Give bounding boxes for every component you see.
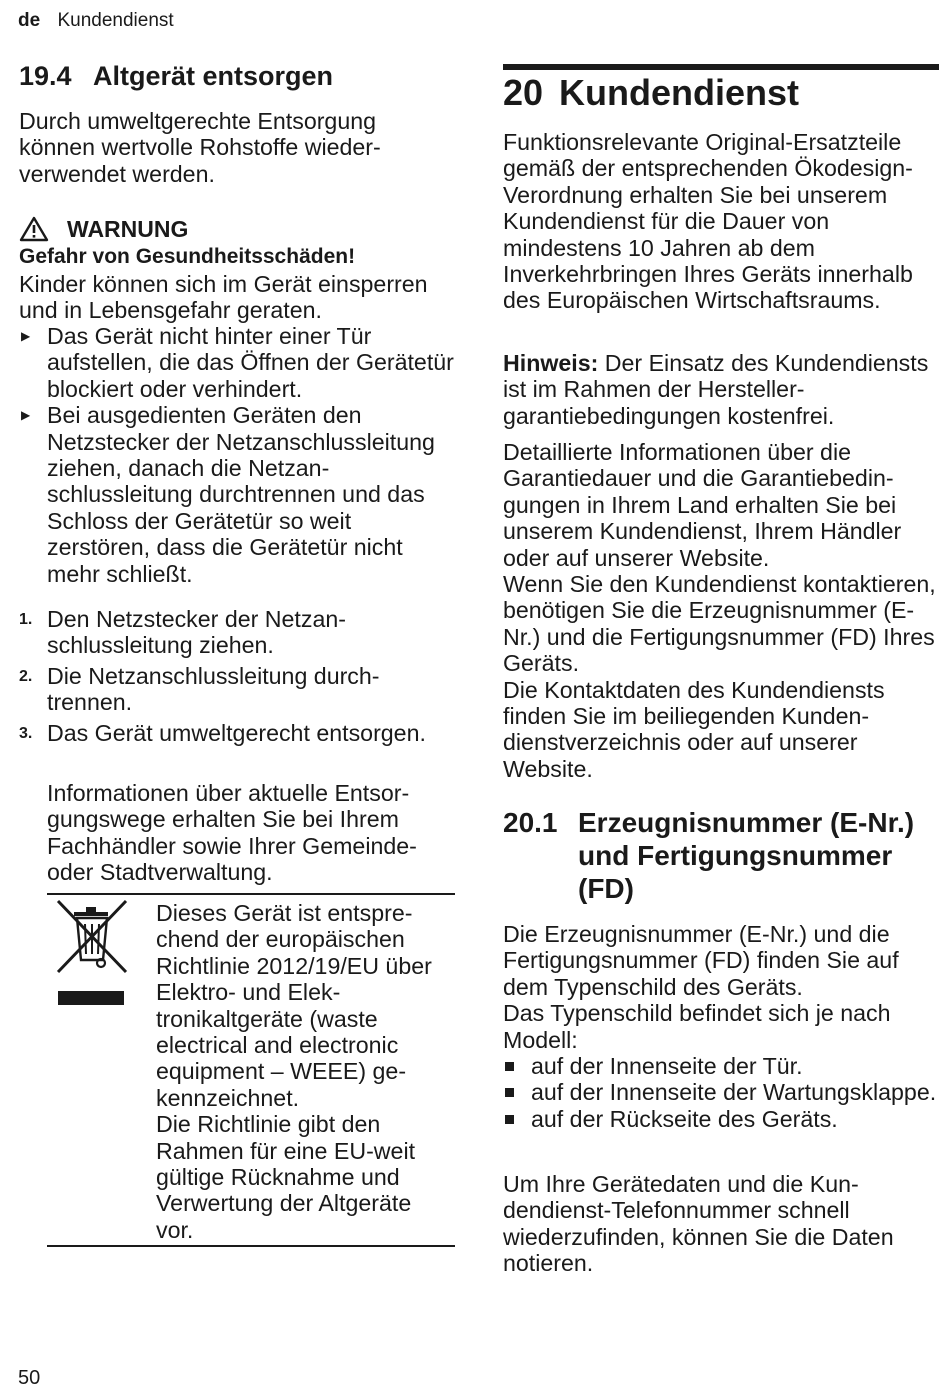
section-number: 19.4 — [19, 61, 72, 91]
square-bullet-icon — [505, 1062, 514, 1071]
divider — [47, 893, 455, 895]
note-text: Der Einsatz des Kundendiensts ist im Rahmen der Herstellergarantiebedingungen kostenfrei. — [503, 350, 929, 429]
chapter-rule — [503, 64, 939, 70]
chapter-title: Kundendienst — [559, 72, 800, 113]
paragraph: Wenn Sie den Kundendienst kontaktieren, benötigen Sie die Erzeugnisnummer (E-Nr.) und die Fertigungsnummer (FD) Ihres Geräts. — [503, 571, 936, 677]
note-label: Hinweis: — [503, 350, 599, 376]
weee-text-2: Die Richtlinie gibt den Rahmen für eine EU-weit gültige Rücknahme und Verwertung der Altgeräte vor. — [156, 1111, 416, 1243]
section-heading-19-4 — [19, 60, 333, 92]
section-title: Altgerät entsorgen — [93, 61, 334, 91]
paragraph: Um Ihre Gerätedaten und die Kundendienst-Telefonnummer schnell wiederzufinden, können Sie die Daten notieren. — [503, 1171, 894, 1277]
paragraph: Detaillierte Informationen über die Garantiedauer und die Garantiebedingungen in Ihrem Land erhalten Sie bei unserem Kundendienst, Ihrem Händler oder auf unserer Website. — [503, 439, 902, 571]
language-code: de — [18, 10, 41, 31]
chapter-number: 20 — [503, 72, 544, 113]
paragraph: Die Kontaktdaten des Kundendiensts finden Sie im beiliegenden Kundendienstverzeichnis oder auf unserer Website. — [503, 676, 885, 782]
step-item: 3. Das Gerät umweltgerecht entsorgen. — [19, 719, 426, 746]
step-number: 3. — [19, 724, 33, 742]
square-bullet-icon — [505, 1088, 514, 1097]
disposal-info: Informationen über aktuelle Entsorgungswege erhalten Sie bei Ihrem Fachhändler sowie Ihrer Gemeinde- oder Stadtverwaltung. — [47, 780, 417, 886]
section-heading-20-1 — [503, 806, 939, 905]
section-title: Erzeugnisnummer (E-Nr.) und Fertigungsnummer (FD) — [578, 807, 915, 904]
arrow-bullet-icon: ▶ — [21, 408, 31, 423]
type-plate-info — [503, 921, 939, 1053]
list-item: auf der Innenseite der Wartungsklappe. — [503, 1079, 939, 1105]
intro-paragraph: Durch umweltgerechte Entsorgung können wertvolle Rohstoffe wiederverwendet werden. — [19, 108, 381, 187]
contact-info — [503, 439, 939, 782]
crossed-out-wheelie-bin-icon — [52, 898, 130, 1010]
paragraph: Die Erzeugnisnummer (E-Nr.) und die Fertigungsnummer (FD) finden Sie auf dem Typenschild des Geräts. — [503, 921, 899, 1000]
step-number: 1. — [19, 611, 33, 628]
arrow-bullet-icon: ▶ — [21, 329, 31, 343]
warning-title: Gefahr von Gesundheitsschäden! — [19, 245, 356, 268]
warning-text: Kinder können sich im Gerät einsperren und in Lebensgefahr geraten. — [19, 271, 428, 324]
warning-triangle-icon — [19, 216, 49, 242]
section-number: 20.1 — [503, 807, 558, 838]
warning-label: WARNUNG — [67, 216, 189, 242]
divider — [47, 1245, 455, 1247]
paragraph: Funktionsrelevante Original-Ersatzteile gemäß der entsprechenden Ökodesign-Verordnung erhalten Sie bei unserem Kundendienst für die Dauer von mindestens 10 Jahren ab dem Inverkehrbringen Ihres Geräts innerhalb des Europäischen Wirtschaftsraums. — [503, 129, 913, 314]
list-item: ▶ Bei ausgedienten Geräten den Netzstecker der Netzanschlussleitung ziehen, danach die Netzanschlussleitung durchtrennen und das Schloss der Gerätetür so weit zerstören, dass die Gerätetür nicht mehr schließt. — [21, 402, 435, 587]
weee-text: Dieses Gerät ist entsprechend der europäischen Richtlinie 2012/19/EU über Elektro- und Elektronikaltgeräte (waste electrical and electronic equipment – WEEE) gekennzeichnet. — [156, 900, 432, 1111]
warning-bullet-list — [19, 323, 455, 587]
paragraph: Das Typenschild befindet sich je nach Modell: — [503, 1000, 891, 1053]
list-item: auf der Rückseite des Geräts. — [503, 1106, 939, 1132]
list-item: ▶ Das Gerät nicht hinter einer Tür aufstellen, die das Öffnen der Gerätetür blockiert oder verhindert. — [21, 323, 454, 402]
header-section: Kundendienst — [57, 10, 174, 31]
warning-heading — [19, 215, 188, 243]
location-list — [503, 1053, 939, 1132]
steps-list — [19, 606, 455, 750]
page-number: 50 — [18, 1367, 41, 1389]
list-item: auf der Innenseite der Tür. — [503, 1053, 939, 1079]
weee-notice — [156, 900, 446, 1243]
step-item: 1. Den Netzstecker der Netzanschlussleitung ziehen. — [19, 606, 346, 659]
step-number: 2. — [19, 667, 33, 685]
chapter-heading-20 — [503, 72, 799, 114]
step-item: 2. Die Netzanschlussleitung durchtrennen. — [19, 662, 380, 716]
note-paragraph — [503, 350, 939, 429]
running-header — [18, 9, 174, 33]
square-bullet-icon — [505, 1115, 514, 1124]
